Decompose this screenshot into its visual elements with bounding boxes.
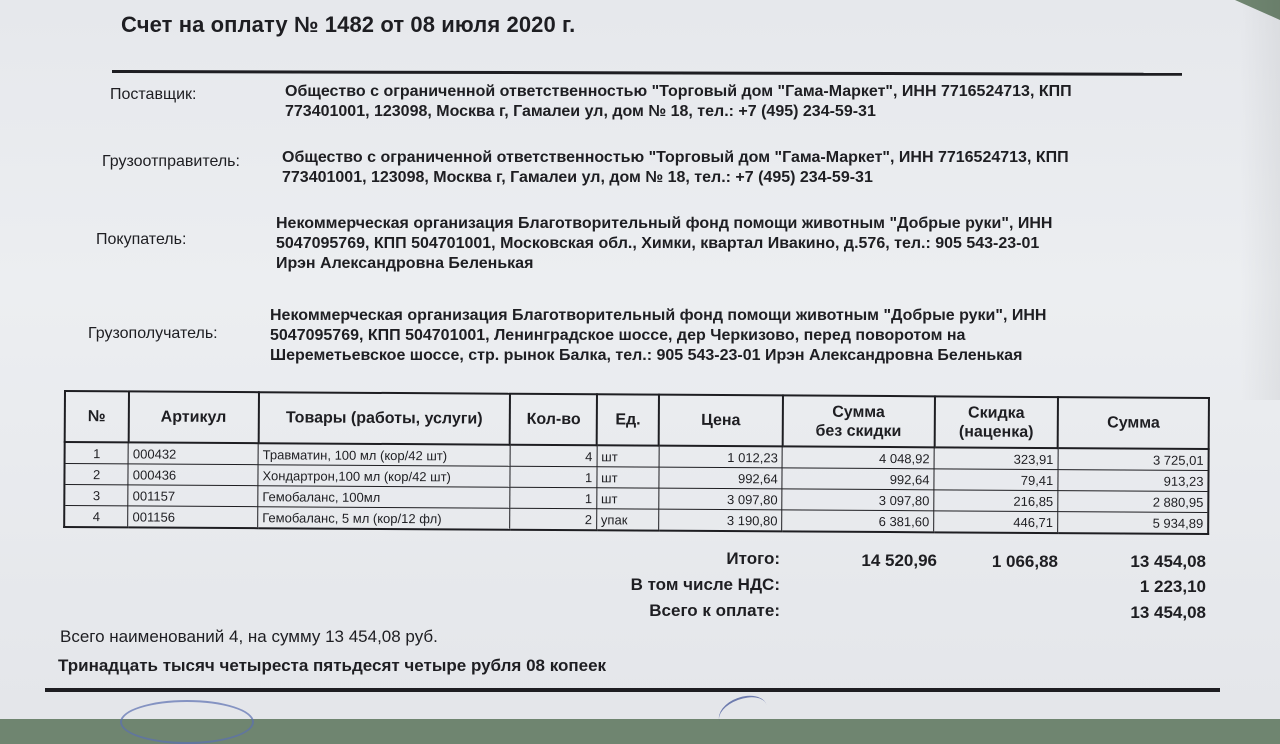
- col-sum-no-discount-header: Сумма без скидки: [782, 395, 934, 447]
- row-num: 1: [65, 442, 129, 464]
- consignee-value: Некоммерческая организация Благотворительный фонд помощи животным "Добрые руки", ИНН 5047095769, КПП 504701001, Ленинградское шоссе, дер Черкизово, перед поворотом на Шереметьевское шоссе, стр. рынок Балка, тел.: 905 543-23-01 Ирэн Александровна Беленькая: [270, 307, 1047, 364]
- col-qty-header: Кол-во: [510, 394, 597, 446]
- row-sum: 913,23: [1058, 470, 1209, 492]
- row-article: 000436: [128, 464, 258, 486]
- supplier-label: Поставщик:: [110, 86, 197, 103]
- col-goods-header: Товары (работы, услуги): [258, 392, 510, 445]
- row-sum: 5 934,89: [1057, 512, 1208, 534]
- items-table: [63, 390, 1210, 535]
- amount-in-words: Тринадцать тысяч четыреста пятьдесят четыре рубля 08 копеек: [58, 656, 607, 675]
- total-no-discount: 14 520,96: [861, 551, 937, 570]
- stamp-mark: [120, 700, 254, 744]
- row-price: 992,64: [659, 467, 783, 489]
- row-price: 3 097,80: [658, 488, 782, 510]
- amount-due-value: 13 454,08: [1130, 603, 1206, 622]
- bottom-divider: [45, 688, 1220, 692]
- row-goods: Гемобаланс, 100мл: [258, 486, 510, 509]
- row-article: 000432: [128, 442, 258, 464]
- row-discount: 446,71: [934, 511, 1058, 533]
- row-qty: 4: [510, 445, 597, 467]
- row-qty: 1: [510, 466, 597, 488]
- row-qty: 1: [510, 487, 597, 509]
- shipper-value: Общество с ограниченной ответственностью "Торговый дом "Гама-Маркет", ИНН 7716524713, КПП 773401001, 123098, Москва г, Гамалеи ул, дом № 18, тел.: +7 (495) 234-59-31: [282, 149, 1069, 186]
- row-unit: упак: [596, 509, 658, 531]
- row-unit: шт: [597, 445, 659, 467]
- total-label: Итого:: [726, 549, 780, 568]
- items-count-line: Всего наименований 4, на сумму 13 454,08 руб.: [60, 627, 438, 646]
- row-sum-no-discount: 992,64: [782, 468, 934, 490]
- col-num-header: №: [65, 391, 129, 442]
- buyer-label: Покупатель:: [96, 231, 187, 248]
- paper-shadow: [1240, 0, 1280, 400]
- row-article: 001156: [128, 506, 258, 528]
- row-sum-no-discount: 4 048,92: [782, 446, 934, 468]
- col-unit-header: Ед.: [597, 394, 659, 445]
- col-discount-header: Скидка (наценка): [934, 396, 1058, 448]
- row-discount: 216,85: [934, 490, 1058, 512]
- supplier-value: Общество с ограниченной ответственностью "Торговый дом "Гама-Маркет", ИНН 7716524713, КПП 773401001, 123098, Москва г, Гамалеи ул, дом № 18, тел.: +7 (495) 234-59-31: [285, 83, 1072, 120]
- row-discount: 323,91: [934, 447, 1058, 469]
- row-num: 2: [64, 464, 128, 485]
- amount-due-label: Всего к оплате:: [649, 601, 780, 620]
- row-sum-no-discount: 3 097,80: [782, 489, 934, 511]
- vat-label: В том числе НДС:: [630, 575, 780, 594]
- row-unit: шт: [597, 488, 659, 509]
- row-discount: 79,41: [934, 469, 1058, 491]
- buyer-value: Некоммерческая организация Благотворительный фонд помощи животным "Добрые руки", ИНН 5047095769, КПП 504701001, Московская обл., Химки, квартал Ивакино, д.576, тел.: 905 543-23-01 Ирэн Александровна Беленькая: [276, 215, 1053, 272]
- invoice-title: Счет на оплату № 1482 от 08 июля 2020 г.: [121, 12, 576, 37]
- table-header-row: [65, 391, 1209, 449]
- col-sum-header: Сумма: [1058, 397, 1209, 449]
- total-sum: 13 454,08: [1130, 552, 1206, 571]
- shipper-label: Грузоотправитель:: [102, 153, 240, 170]
- col-article-header: Артикул: [129, 391, 259, 443]
- row-goods: Хондартрон,100 мл (кор/42 шт): [258, 465, 510, 488]
- col-price-header: Цена: [659, 395, 783, 447]
- row-num: 3: [64, 485, 128, 506]
- row-num: 4: [64, 506, 128, 528]
- row-sum: 2 880,95: [1058, 491, 1209, 513]
- row-goods: Травматин, 100 мл (кор/42 шт): [258, 443, 510, 466]
- total-discount: 1 066,88: [991, 552, 1058, 571]
- row-price: 1 012,23: [659, 446, 783, 468]
- row-qty: 2: [509, 508, 596, 530]
- row-price: 3 190,80: [658, 509, 782, 531]
- row-sum-no-discount: 6 381,60: [782, 510, 934, 532]
- row-goods: Гемобаланс, 5 мл (кор/12 фл): [258, 507, 510, 530]
- row-sum: 3 725,01: [1058, 448, 1209, 470]
- vat-value: 1 223,10: [1139, 577, 1206, 596]
- consignee-label: Грузополучатель:: [88, 325, 218, 342]
- row-unit: шт: [597, 467, 659, 488]
- row-article: 001157: [128, 485, 258, 507]
